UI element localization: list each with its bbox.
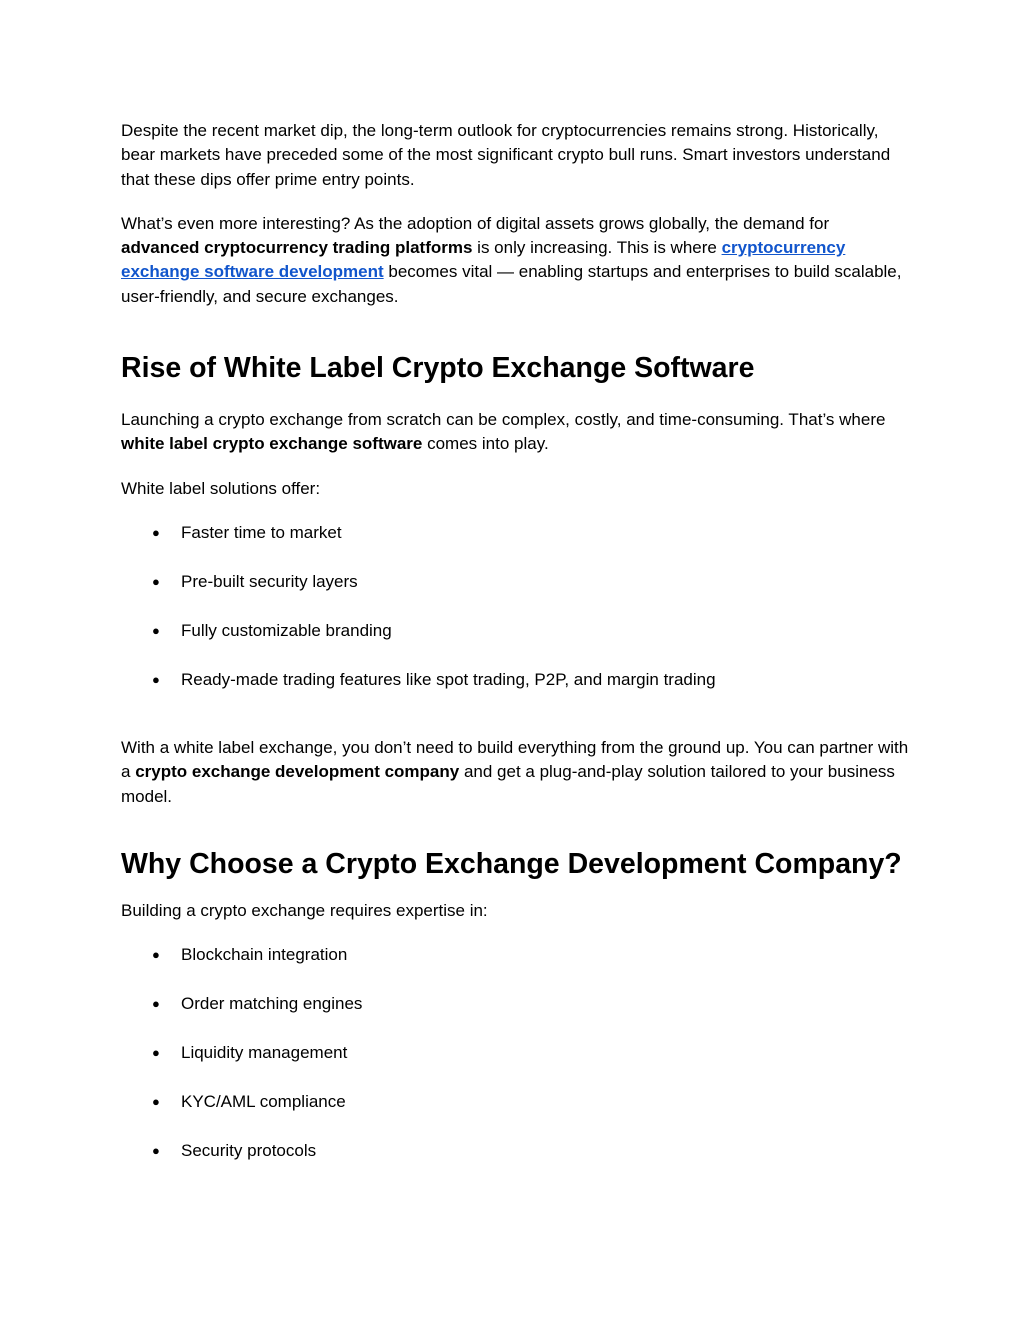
bullet-icon: ● (152, 1044, 160, 1060)
launch-paragraph-text-b: comes into play. (422, 434, 549, 454)
bullet-icon: ● (152, 1142, 160, 1158)
building-paragraph: Building a crypto exchange requires expertise in: (121, 900, 488, 920)
with-paragraph-bold: crypto exchange development company (135, 762, 460, 782)
list-item-label: Blockchain integration (181, 945, 348, 965)
list-item (121, 1041, 911, 1065)
list-item-label: Security protocols (181, 1140, 317, 1160)
bullet-icon: ● (152, 671, 160, 687)
list-item (121, 521, 911, 545)
launch-paragraph-bold: white label crypto exchange software (121, 434, 423, 454)
intro-paragraph-2 (121, 212, 911, 309)
intro-paragraph-2-text-b: is only increasing. This is where (472, 238, 722, 258)
list-item-label: Order matching engines (181, 994, 363, 1014)
list-item (121, 943, 911, 967)
list-item-label: Fully customizable branding (181, 620, 392, 640)
with-paragraph-text-a: With a white label exchange, you don’t need to build everything from the ground up. You can partner with a (121, 737, 909, 782)
list-item (121, 992, 911, 1016)
list-item-label: Liquidity management (181, 1042, 348, 1062)
document-page (121, 119, 911, 1163)
intro-paragraph-2-bold: advanced cryptocurrency trading platforms (121, 238, 473, 258)
list-item (121, 619, 911, 643)
bullet-icon: ● (152, 573, 160, 589)
intro-paragraph-1: Despite the recent market dip, the long-term outlook for cryptocurrencies remains strong. Historically, bear markets have preceded some of the most significant crypto bull runs. Smart investors understand that these dips offer prime entry points. (121, 121, 891, 189)
white-label-benefits-list (121, 521, 911, 692)
list-item-label: Ready-made trading features like spot trading, P2P, and margin trading (181, 669, 716, 689)
expertise-list (121, 943, 911, 1163)
offer-paragraph: White label solutions offer: (121, 478, 321, 498)
with-paragraph-text-b: and get a plug-and-play solution tailored to your business model. (121, 762, 895, 806)
list-item (121, 570, 911, 594)
bullet-icon: ● (152, 1093, 160, 1109)
white-label-exchange-paragraph (121, 736, 911, 809)
intro-paragraph-2-text-c: becomes vital — enabling startups and enterprises to build scalable, user-friendly, and secure exchanges. (121, 262, 902, 306)
heading-why-choose: Why Choose a Crypto Exchange Development Company? (121, 847, 902, 880)
intro-paragraph-2-text-a: What’s even more interesting? As the adoption of digital assets grows globally, the demand for (121, 213, 830, 233)
list-item-label: KYC/AML compliance (181, 1091, 346, 1111)
list-item-label: Faster time to market (181, 522, 342, 542)
launch-paragraph-text-a: Launching a crypto exchange from scratch can be complex, costly, and time-consuming. That’s where (121, 410, 886, 430)
heading-rise-of-white-label: Rise of White Label Crypto Exchange Software (121, 352, 755, 385)
bullet-icon: ● (152, 996, 160, 1012)
bullet-icon: ● (152, 947, 160, 963)
exchange-software-development-link[interactable]: cryptocurrency exchange software development (121, 238, 846, 282)
bullet-icon: ● (152, 622, 160, 638)
list-item (121, 1139, 911, 1163)
bullet-icon: ● (152, 524, 160, 540)
list-item (121, 1090, 911, 1114)
list-item-label: Pre-built security layers (181, 571, 358, 591)
list-item (121, 668, 911, 692)
launch-paragraph (121, 408, 911, 457)
